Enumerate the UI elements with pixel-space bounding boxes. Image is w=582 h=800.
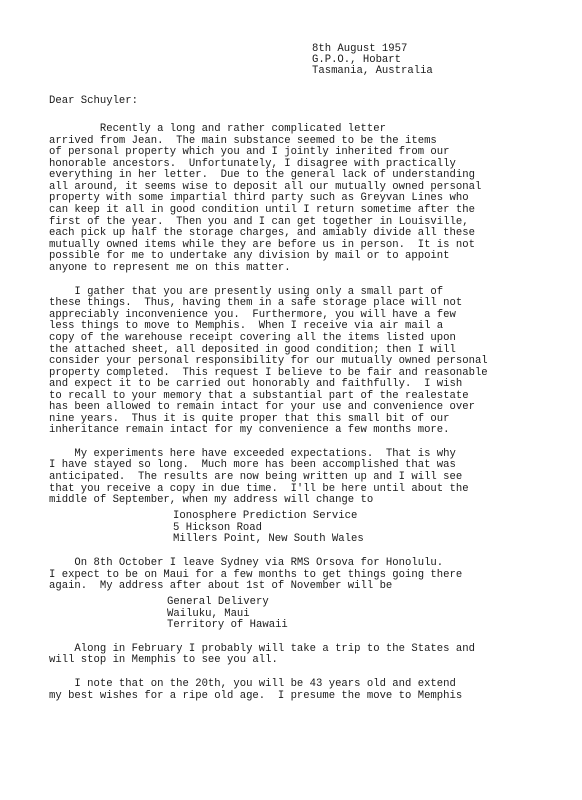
paragraph-line: can keep it all in good condition until I return sometime after the — [49, 204, 475, 216]
paragraph-line: possible for me to undertake any division by mail or to appoint — [49, 250, 450, 262]
paragraph-line: less things to move to Memphis. When I receive via air mail a — [49, 320, 444, 332]
address-line: 5 Hickson Road — [173, 522, 263, 534]
address-line: Millers Point, New South Wales — [173, 533, 364, 545]
sender-address-line-1: G.P.O., Hobart — [312, 54, 402, 66]
paragraph-line: Along in February I probably will take a trip to the States and — [49, 643, 475, 655]
paragraph-line: inheritance remain intact for my convenience a few months more. — [49, 424, 450, 436]
address-line: Wailuku, Maui — [167, 608, 250, 620]
address-line: General Delivery — [167, 596, 269, 608]
paragraph-line: these things. Thus, having them in a safe storage place will not — [49, 297, 463, 309]
paragraph-line: my best wishes for a ripe old age. I presume the move to Memphis — [49, 690, 463, 702]
address-line: Ionosphere Prediction Service — [173, 510, 358, 522]
paragraph-line: each pick up half the storage charges, and amiably divide all these — [49, 227, 475, 239]
paragraph-line: first of the year. Then you and I can get together in Louisville, — [49, 216, 469, 228]
paragraph-line: nine years. Thus it is quite proper that this small bit of our — [49, 413, 450, 425]
paragraph-line: My experiments here have exceeded expectations. That is why — [49, 448, 456, 460]
paragraph-line: appreciably inconvenience you. Furthermore, you will have a few — [49, 309, 456, 321]
paragraph-line: middle of September, when my address will change to — [49, 494, 374, 506]
paragraph-line: of personal property which you and I jointly inherited from our — [49, 146, 450, 158]
paragraph-line: mutually owned items while they are before us in person. It is not — [49, 239, 475, 251]
paragraph-line: will stop in Memphis to see you all. — [49, 654, 278, 666]
paragraph-line: to recall to your memory that a substantial part of the realestate — [49, 390, 469, 402]
paragraph-line: honorable ancestors. Unfortunately, I disagree with practically — [49, 158, 456, 170]
paragraph-line: property completed. This request I believe to be fair and reasonable — [49, 367, 488, 379]
paragraph-line: Recently a long and rather complicated letter — [49, 123, 386, 135]
paragraph-line: that you receive a copy in due time. I'll be here until about the — [49, 483, 469, 495]
address-line: Territory of Hawaii — [167, 619, 288, 631]
paragraph-line: everything in her letter. Due to the general lack of understanding — [49, 169, 475, 181]
paragraph-line: the attached sheet, all deposited in good condition; then I will — [49, 344, 456, 356]
paragraph-line: and expect it to be carried out honorably and faithfully. I wish — [49, 378, 463, 390]
paragraph-line: I note that on the 20th, you will be 43 years old and extend — [49, 678, 456, 690]
paragraph-line: I have stayed so long. Much more has been accomplished that was — [49, 459, 456, 471]
paragraph-line: arrived from Jean. The main substance seemed to be the items — [49, 135, 437, 147]
paragraph-line: again. My address after about 1st of November will be — [49, 580, 393, 592]
paragraph-line: has been allowed to remain intact for your use and convenience over — [49, 401, 475, 413]
paragraph-line: I expect to be on Maui for a few months to get things going there — [49, 569, 463, 581]
paragraph-line: property with some impartial third party such as Greyvan Lines who — [49, 192, 469, 204]
paragraph-line: all around, it seems wise to deposit all our mutually owned personal — [49, 181, 482, 193]
paragraph-line: I gather that you are presently using only a small part of — [49, 286, 444, 298]
salutation: Dear Schuyler: — [49, 95, 139, 107]
paragraph-line: anyone to represent me on this matter. — [49, 262, 291, 274]
paragraph-line: copy of the warehouse receipt covering all the items listed upon — [49, 332, 456, 344]
letter-date: 8th August 1957 — [312, 43, 408, 55]
sender-address-line-2: Tasmania, Australia — [312, 65, 433, 77]
paragraph-line: consider your personal responsibility for our mutually owned personal — [49, 355, 488, 367]
paragraph-line: anticipated. The results are now being written up and I will see — [49, 471, 463, 483]
paragraph-line: On 8th October I leave Sydney via RMS Orsova for Honolulu. — [49, 557, 444, 569]
